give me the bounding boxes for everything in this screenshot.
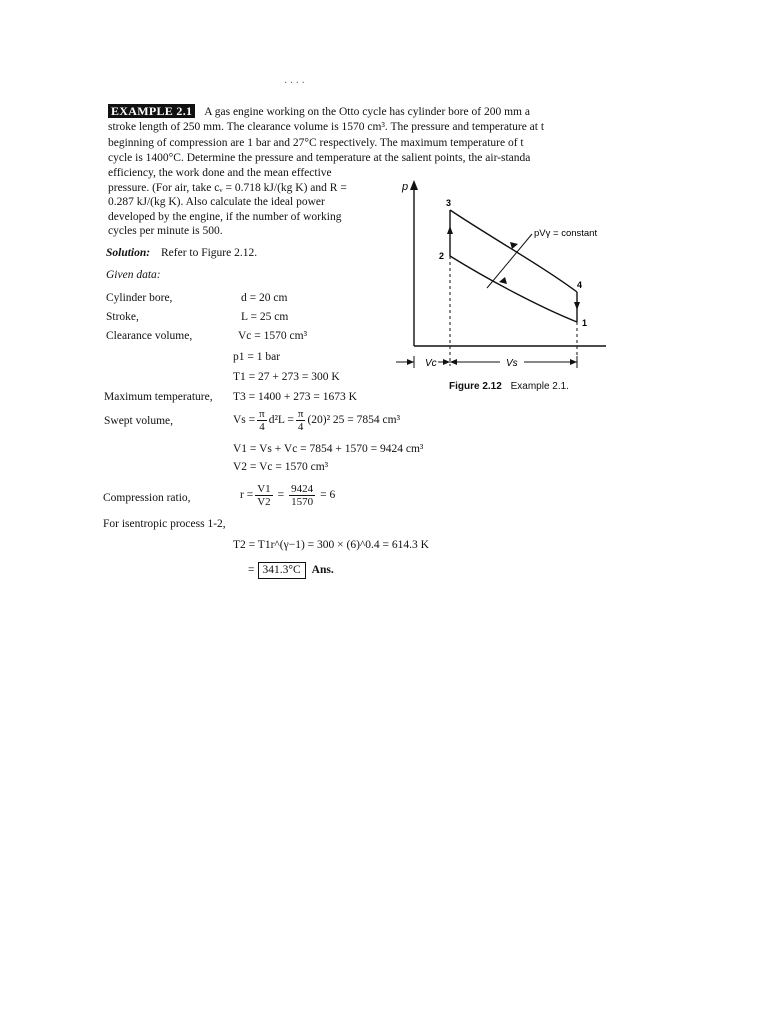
swept-mid1: d²L =	[268, 414, 294, 426]
swept-name: Swept volume,	[104, 415, 173, 427]
compression-equation	[240, 483, 335, 508]
swept-v2: V2 = Vc = 1570 cm³	[233, 461, 329, 473]
example-line-4: cycle is 1400°C. Determine the pressure and temperature at the salient points, the air-standa	[108, 152, 531, 164]
example-text-1: A gas engine working on the Otto cycle has cylinder bore of 200 mm a	[204, 106, 530, 118]
example-line-8: developed by the engine, if the number of working	[108, 211, 342, 223]
given-expr-stroke: L = 25 cm	[241, 311, 289, 323]
header-marks: · · · ·	[284, 78, 305, 89]
swept-mid2: (20)² 25 = 7854 cm³	[307, 414, 401, 426]
vc-label: Vc	[425, 358, 437, 369]
given-name-bore: Cylinder bore,	[106, 292, 173, 304]
swept-frac-1	[257, 408, 267, 433]
answer-label: Ans.	[311, 564, 334, 576]
solution-line	[106, 246, 257, 261]
pv-diagram	[392, 176, 614, 376]
arrow-1-2	[499, 277, 507, 284]
process-3-4	[450, 210, 577, 292]
arrow-2-3	[447, 226, 453, 234]
given-name-clearance: Clearance volume,	[106, 330, 193, 342]
process-1-2	[450, 256, 577, 322]
compression-eq: =	[277, 489, 285, 501]
vs-dim-arrow-left	[450, 359, 457, 365]
vc-dim-arrow-right	[443, 359, 450, 365]
p-axis-arrow	[410, 180, 418, 190]
given-expr-t1: T1 = 27 + 273 = 300 K	[233, 371, 340, 383]
arrow-4-1	[574, 302, 580, 310]
example-line-9: cycles per minute is 500.	[108, 225, 223, 237]
compression-name: Compression ratio,	[103, 492, 191, 504]
example-badge: EXAMPLE 2.1	[108, 104, 195, 118]
vs-dim-arrow-right	[570, 359, 577, 365]
compression-n-num: 9424	[291, 483, 314, 495]
point-label-4: 4	[577, 280, 583, 290]
vc-dim-arrow-left	[407, 359, 414, 365]
compression-frac-n	[289, 483, 315, 508]
solution-label: Solution:	[106, 247, 151, 259]
example-line-1	[108, 104, 530, 120]
given-expr-bore: d = 20 cm	[241, 292, 288, 304]
swept-pi-2: π	[297, 408, 304, 420]
point-label-3: 3	[446, 198, 452, 208]
point-label-1: 1	[582, 318, 588, 328]
vs-label: Vs	[506, 358, 518, 369]
given-expr-maxtemp: T3 = 1400 + 273 = 1673 K	[233, 391, 357, 403]
curve-label: pVγ = constant	[534, 228, 598, 239]
swept-pi-1: π	[259, 408, 265, 420]
answer-box: 341.3°C	[258, 562, 306, 579]
swept-frac-2	[296, 408, 306, 433]
given-expr-clearance: Vc = 1570 cm³	[238, 330, 308, 342]
example-line-6: pressure. (For air, take cᵥ = 0.718 kJ/(kg K) and R =	[108, 182, 347, 194]
answer-prefix: =	[248, 564, 255, 576]
swept-v1: V1 = Vs + Vc = 7854 + 1570 = 9424 cm³	[233, 443, 424, 455]
compression-lhs: r =	[240, 489, 254, 501]
given-expr-p1: p1 = 1 bar	[233, 351, 281, 363]
isentropic-equation: T2 = T1r^(γ−1) = 300 × (6)^0.4 = 614.3 K	[233, 539, 429, 551]
compression-v-den: V2	[257, 496, 271, 508]
compression-result: = 6	[320, 489, 336, 501]
p-axis-label: p	[402, 181, 409, 193]
figure-caption-number: Figure 2.12	[449, 381, 502, 392]
example-line-5: efficiency, the work done and the mean effective	[108, 167, 332, 179]
example-line-7: 0.287 kJ/(kg K). Also calculate the ideal power	[108, 196, 325, 208]
answer-line	[248, 562, 334, 579]
given-data-label: Given data:	[106, 269, 161, 281]
swept-four-2: 4	[297, 421, 304, 433]
isentropic-label: For isentropic process 1-2,	[103, 518, 226, 530]
given-name-stroke: Stroke,	[106, 311, 139, 323]
figure-caption	[449, 381, 569, 392]
swept-four-1: 4	[259, 421, 265, 433]
swept-equation	[233, 408, 400, 433]
point-label-2: 2	[439, 251, 445, 261]
solution-text: Refer to Figure 2.12.	[160, 247, 258, 259]
compression-n-den: 1570	[291, 496, 314, 508]
given-name-maxtemp: Maximum temperature,	[104, 391, 213, 403]
curve-leader-line	[487, 234, 532, 288]
example-line-3: beginning of compression are 1 bar and 27°C respectively. The maximum temperature of t	[108, 137, 524, 149]
swept-lhs: Vs =	[233, 414, 256, 426]
compression-frac-v	[255, 483, 272, 508]
example-line-2: stroke length of 250 mm. The clearance volume is 1570 cm³. The pressure and temperature at t	[108, 121, 545, 133]
figure-caption-text: Example 2.1.	[510, 381, 569, 392]
compression-v-num: V1	[257, 483, 271, 495]
